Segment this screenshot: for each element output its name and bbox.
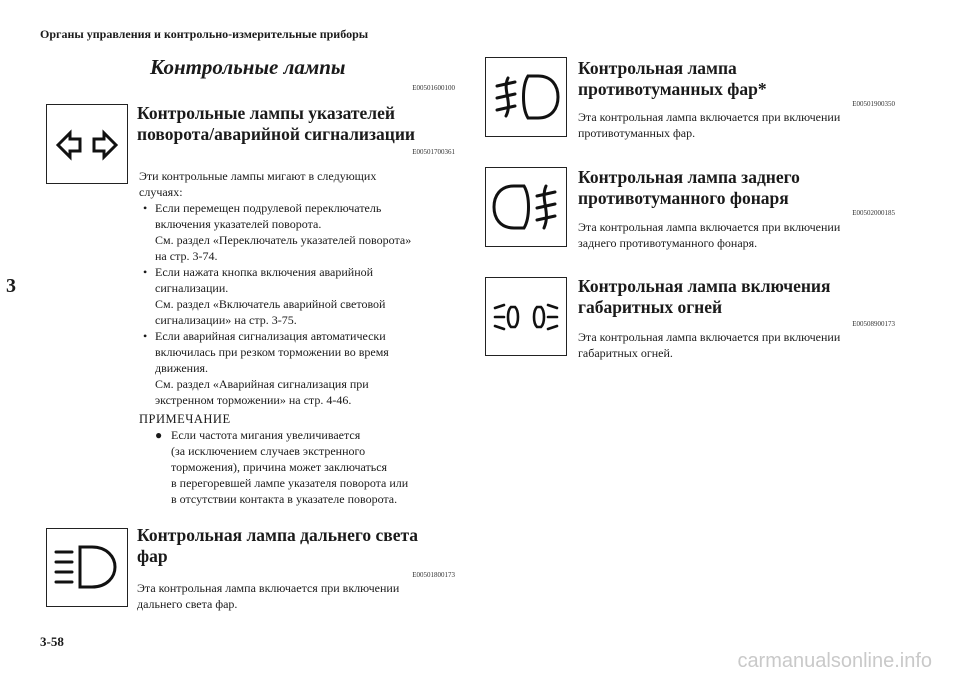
text-line: дальнего света фар. xyxy=(137,597,238,611)
title-line: противотуманных фар* xyxy=(578,79,767,99)
text-line: противотуманных фар. xyxy=(578,126,696,140)
bullet-line: Если перемещен подрулевой переключатель xyxy=(155,201,382,215)
title-line: Контрольные лампы указателей xyxy=(137,103,395,123)
front-fog-lamp-icon xyxy=(486,58,566,136)
section-title: Контрольные лампы xyxy=(150,55,346,79)
chapter-tab: 3 xyxy=(6,275,16,297)
bullet-line: движения. xyxy=(155,361,209,375)
title-line: поворота/аварийной сигнализации xyxy=(137,124,416,144)
high-beam-title xyxy=(137,525,467,567)
position-lamp-icon xyxy=(486,278,566,355)
note-line: торможения), причина может заключаться xyxy=(171,460,388,474)
note-line: (за исключением случаев экстренного xyxy=(171,444,366,458)
title-line: Контрольная лампа дальнего света xyxy=(137,525,419,545)
title-line: габаритных огней xyxy=(578,297,723,317)
front-fog-title xyxy=(578,58,908,100)
section-code: E00501600100 xyxy=(412,84,455,92)
turn-signal-body xyxy=(139,168,469,408)
high-beam-icon-box xyxy=(46,528,128,607)
bullet-line: Если аварийная сигнализация автоматически xyxy=(155,329,386,343)
title-line: фар xyxy=(137,546,168,566)
bullet-line: См. раздел «Аварийная сигнализация при xyxy=(155,377,369,391)
rear-fog-lamp-icon xyxy=(486,168,566,246)
note-line: Если частота мигания увеличивается xyxy=(171,428,361,442)
text-line: Эта контрольная лампа включается при включении xyxy=(137,581,400,595)
text-line: Эта контрольная лампа включается при включении xyxy=(578,110,841,124)
bullet-symbol: • xyxy=(143,329,148,343)
position-lamp-text xyxy=(578,329,908,361)
text-line: Эта контрольная лампа включается при включении xyxy=(578,330,841,344)
bullet-line: включилась при резком торможении во время xyxy=(155,345,389,359)
position-lamp-title xyxy=(578,276,908,318)
note-line: в перегоревшей лампе указателя поворота или xyxy=(171,476,409,490)
list-item xyxy=(139,200,469,264)
bullet-line: См. раздел «Включатель аварийной световой xyxy=(155,297,386,311)
turn-signal-title xyxy=(137,103,467,145)
bullet-symbol: • xyxy=(143,265,148,279)
bullet-symbol: • xyxy=(143,201,148,215)
note-block xyxy=(139,412,469,507)
bullet-line: сигнализации. xyxy=(155,281,229,295)
bullet-line: экстренном торможении» на стр. 4-46. xyxy=(155,393,352,407)
list-item xyxy=(139,264,469,328)
text-line: габаритных огней. xyxy=(578,346,673,360)
note-item xyxy=(155,427,469,507)
high-beam-text xyxy=(137,580,467,612)
front-fog-text xyxy=(578,109,908,141)
turn-signal-arrows-icon xyxy=(47,105,127,183)
page-number: 3-58 xyxy=(40,634,64,649)
bullet-line: сигнализации» на стр. 3-75. xyxy=(155,313,297,327)
intro-line: Эти контрольные лампы мигают в следующих xyxy=(139,169,377,183)
note-title: ПРИМЕЧАНИЕ xyxy=(139,412,231,426)
list-item xyxy=(139,328,469,408)
text-line: Эта контрольная лампа включается при включении xyxy=(578,220,841,234)
rear-fog-code: E00502000185 xyxy=(852,209,895,217)
bullet-line: на стр. 3-74. xyxy=(155,249,218,263)
intro-line: случаях: xyxy=(139,185,183,199)
bullet-line: включения указателей поворота. xyxy=(155,217,322,231)
page-header: Органы управления и контрольно-измерительные приборы xyxy=(40,27,369,41)
text-line: заднего противотуманного фонаря. xyxy=(578,236,758,250)
turn-signal-icon-box xyxy=(46,104,128,184)
rear-fog-title xyxy=(578,167,908,209)
turn-signal-code: E00501700361 xyxy=(412,148,455,156)
front-fog-icon-box xyxy=(485,57,567,137)
high-beam-icon xyxy=(47,529,127,606)
title-line: противотуманного фонаря xyxy=(578,188,789,208)
position-lamp-icon-box xyxy=(485,277,567,356)
rear-fog-icon-box xyxy=(485,167,567,247)
title-line: Контрольная лампа xyxy=(578,58,737,78)
note-line: в отсутствии контакта в указателе поворота. xyxy=(171,492,398,506)
title-line: Контрольная лампа заднего xyxy=(578,167,800,187)
title-line: Контрольная лампа включения xyxy=(578,276,831,296)
high-beam-code: E00501800173 xyxy=(412,571,455,579)
watermark: carmanualsonline.info xyxy=(737,650,932,672)
note-bullet-symbol: ● xyxy=(155,428,163,442)
bullet-line: Если нажата кнопка включения аварийной xyxy=(155,265,374,279)
bullet-line: См. раздел «Переключатель указателей поворота» xyxy=(155,233,412,247)
front-fog-code: E00501900350 xyxy=(852,100,895,108)
position-lamp-code: E00508900173 xyxy=(852,320,895,328)
rear-fog-text xyxy=(578,219,908,251)
